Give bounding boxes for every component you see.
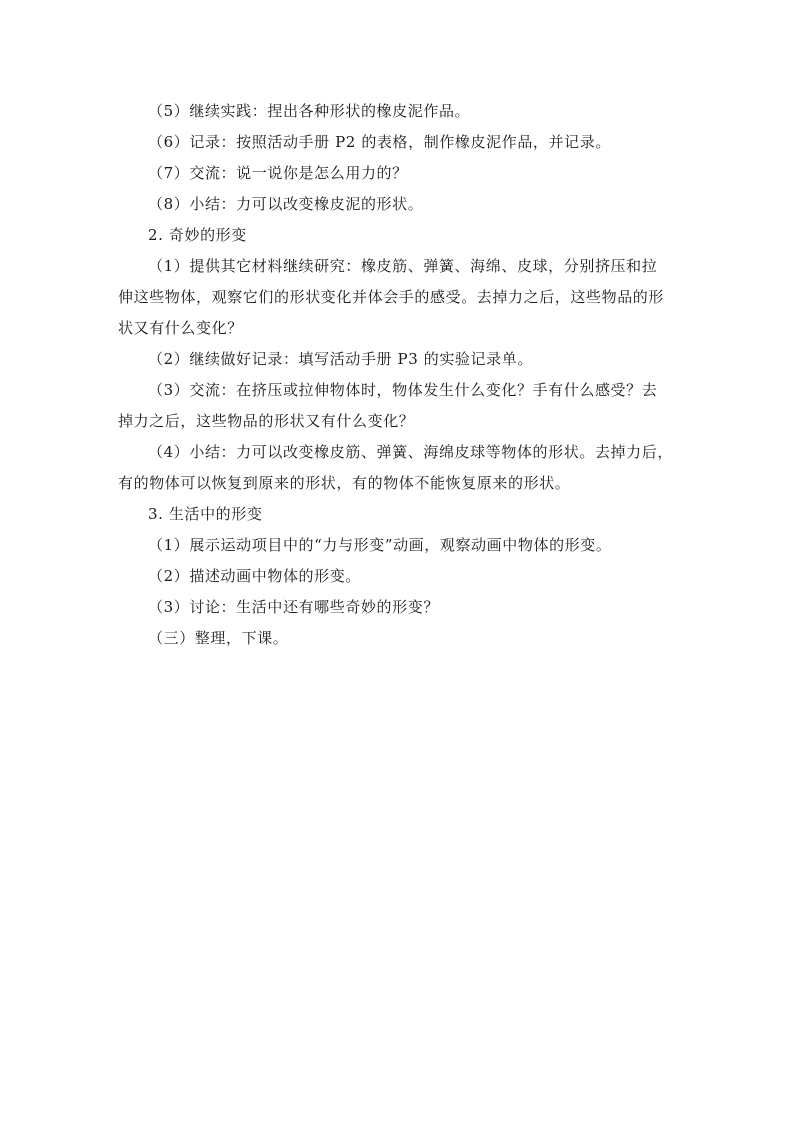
paragraph-line: （4）小结：力可以改变橡皮筋、弹簧、海绵皮球等物体的形状。去掉力后， [148, 443, 673, 461]
document-body [118, 96, 678, 654]
paragraph-3-discussion [118, 375, 678, 437]
paragraph-line: （1）提供其它材料继续研究：橡皮筋、弹簧、海绵、皮球，分别挤压和拉 [148, 257, 658, 275]
paragraph-line: （3）交流：在挤压或拉伸物体时，物体发生什么变化？手有什么感受？去 [148, 381, 658, 399]
step-2-describe: （2）描述动画中物体的形变。 [148, 567, 361, 585]
section-heading-3: 3. 生活中的形变 [148, 505, 263, 523]
step-5: （5）继续实践：捏出各种形状的橡皮泥作品。 [148, 102, 471, 120]
paragraph-line: 状又有什么变化？ [118, 319, 243, 337]
step-6: （6）记录：按照活动手册 P2 的表格，制作橡皮泥作品，并记录。 [148, 133, 611, 151]
step-wrap-up: （三）整理，下课。 [148, 629, 289, 647]
step-2-record: （2）继续做好记录：填写活动手册 P3 的实验记录单。 [148, 350, 533, 368]
step-1-animation: （1）展示运动项目中的“力与形变”动画，观察动画中物体的形变。 [148, 536, 612, 554]
paragraph-1-materials [118, 251, 678, 344]
section-heading-2: 2. 奇妙的形变 [148, 226, 247, 244]
step-8: （8）小结：力可以改变橡皮泥的形状。 [148, 195, 424, 213]
paragraph-line: 有的物体可以恢复到原来的形状，有的物体不能恢复原来的形状。 [118, 474, 571, 492]
paragraph-line: 伸这些物体，观察它们的形状变化并体会手的感受。去掉力之后，这些物品的形 [118, 288, 665, 306]
paragraph-4-summary [118, 437, 678, 499]
step-3-discuss: （3）讨论：生活中还有哪些奇妙的形变？ [148, 598, 439, 616]
paragraph-line: 掉力之后，这些物品的形状又有什么变化？ [118, 412, 415, 430]
step-7: （7）交流：说一说你是怎么用力的？ [148, 164, 408, 182]
